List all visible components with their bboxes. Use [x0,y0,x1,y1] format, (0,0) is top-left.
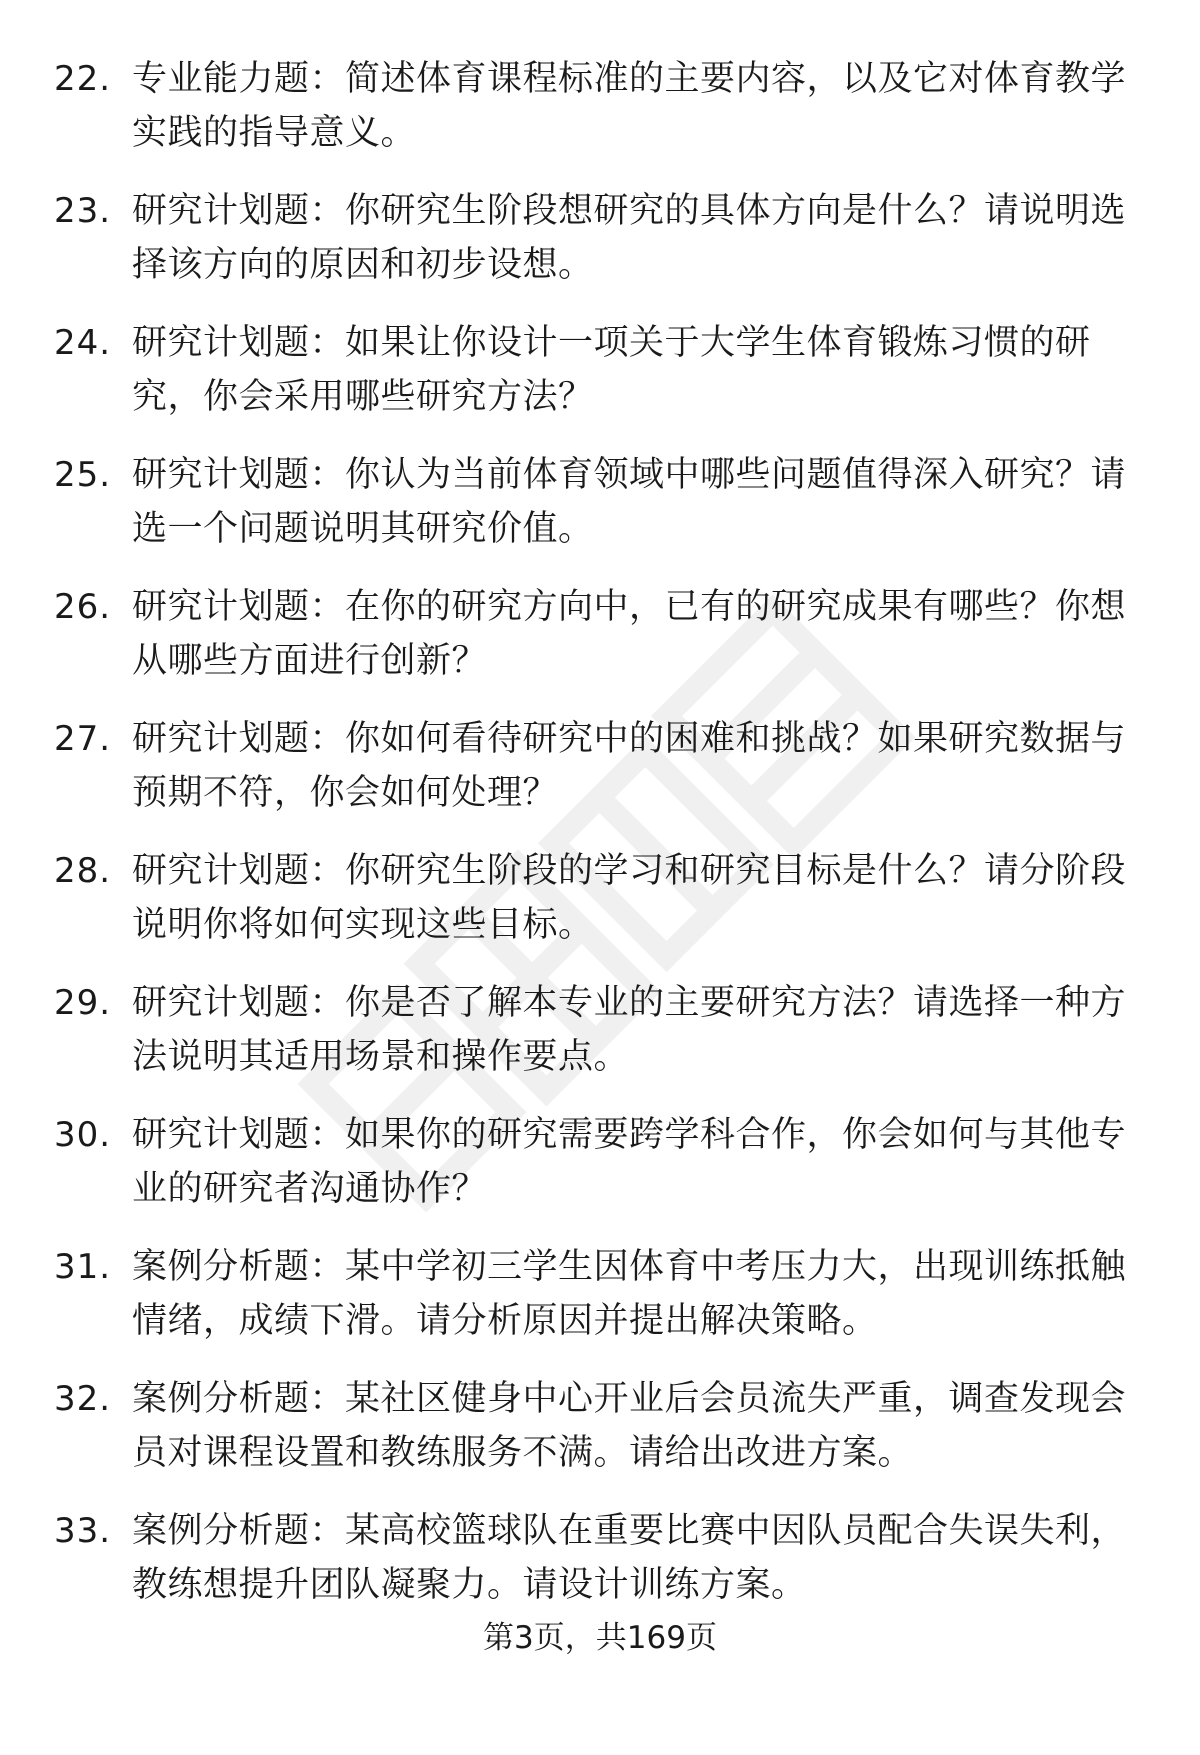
question-item [54,712,1144,844]
question-text: 专业能力题：简述体育课程标准的主要内容，以及它对体育教学实践的指导意义。 [132,59,1127,153]
question-item [54,448,1144,580]
question-item [54,844,1144,976]
question-item [54,1240,1144,1372]
question-number: 27. [54,719,112,759]
question-item [54,1372,1144,1504]
question-text: 研究计划题：你研究生阶段想研究的具体方向是什么？请说明选择该方向的原因和初步设想。 [132,191,1127,285]
question-item [54,976,1144,1108]
question-item [54,580,1144,712]
question-number: 32. [54,1379,112,1419]
question-item [54,1108,1144,1240]
question-number: 22. [54,59,112,99]
question-item [54,184,1144,316]
question-number: 24. [54,323,112,363]
question-number: 26. [54,587,112,627]
question-text: 研究计划题：在你的研究方向中，已有的研究成果有哪些？你想从哪些方面进行创新？ [132,587,1127,681]
question-text: 案例分析题：某高校篮球队在重要比赛中因队员配合失误失利，教练想提升团队凝聚力。请设计训练方案。 [132,1511,1127,1605]
question-text: 案例分析题：某社区健身中心开业后会员流失严重，调查发现会员对课程设置和教练服务不满。请给出改进方案。 [132,1379,1127,1473]
question-text: 研究计划题：你认为当前体育领域中哪些问题值得深入研究？请选一个问题说明其研究价值。 [132,455,1127,549]
question-list [54,52,1144,1636]
question-number: 30. [54,1115,112,1155]
question-number: 31. [54,1247,112,1287]
question-number: 33. [54,1511,112,1551]
question-text: 研究计划题：你研究生阶段的学习和研究目标是什么？请分阶段说明你将如何实现这些目标。 [132,851,1127,945]
question-number: 25. [54,455,112,495]
question-number: 29. [54,983,112,1023]
question-number: 23. [54,191,112,231]
question-item [54,1504,1144,1636]
question-number: 28. [54,851,112,891]
question-item [54,316,1144,448]
question-text: 研究计划题：你是否了解本专业的主要研究方法？请选择一种方法说明其适用场景和操作要点。 [132,983,1127,1077]
question-item [54,52,1144,184]
question-text: 研究计划题：如果让你设计一项关于大学生体育锻炼习惯的研究，你会采用哪些研究方法？ [132,323,1091,417]
page-footer: 第3页，共169页 [483,1620,717,1656]
question-text: 案例分析题：某中学初三学生因体育中考压力大，出现训练抵触情绪，成绩下滑。请分析原因并提出解决策略。 [132,1247,1127,1341]
question-text: 研究计划题：你如何看待研究中的困难和挑战？如果研究数据与预期不符，你会如何处理？ [132,719,1127,813]
question-text: 研究计划题：如果你的研究需要跨学科合作，你会如何与其他专业的研究者沟通协作？ [132,1115,1127,1209]
